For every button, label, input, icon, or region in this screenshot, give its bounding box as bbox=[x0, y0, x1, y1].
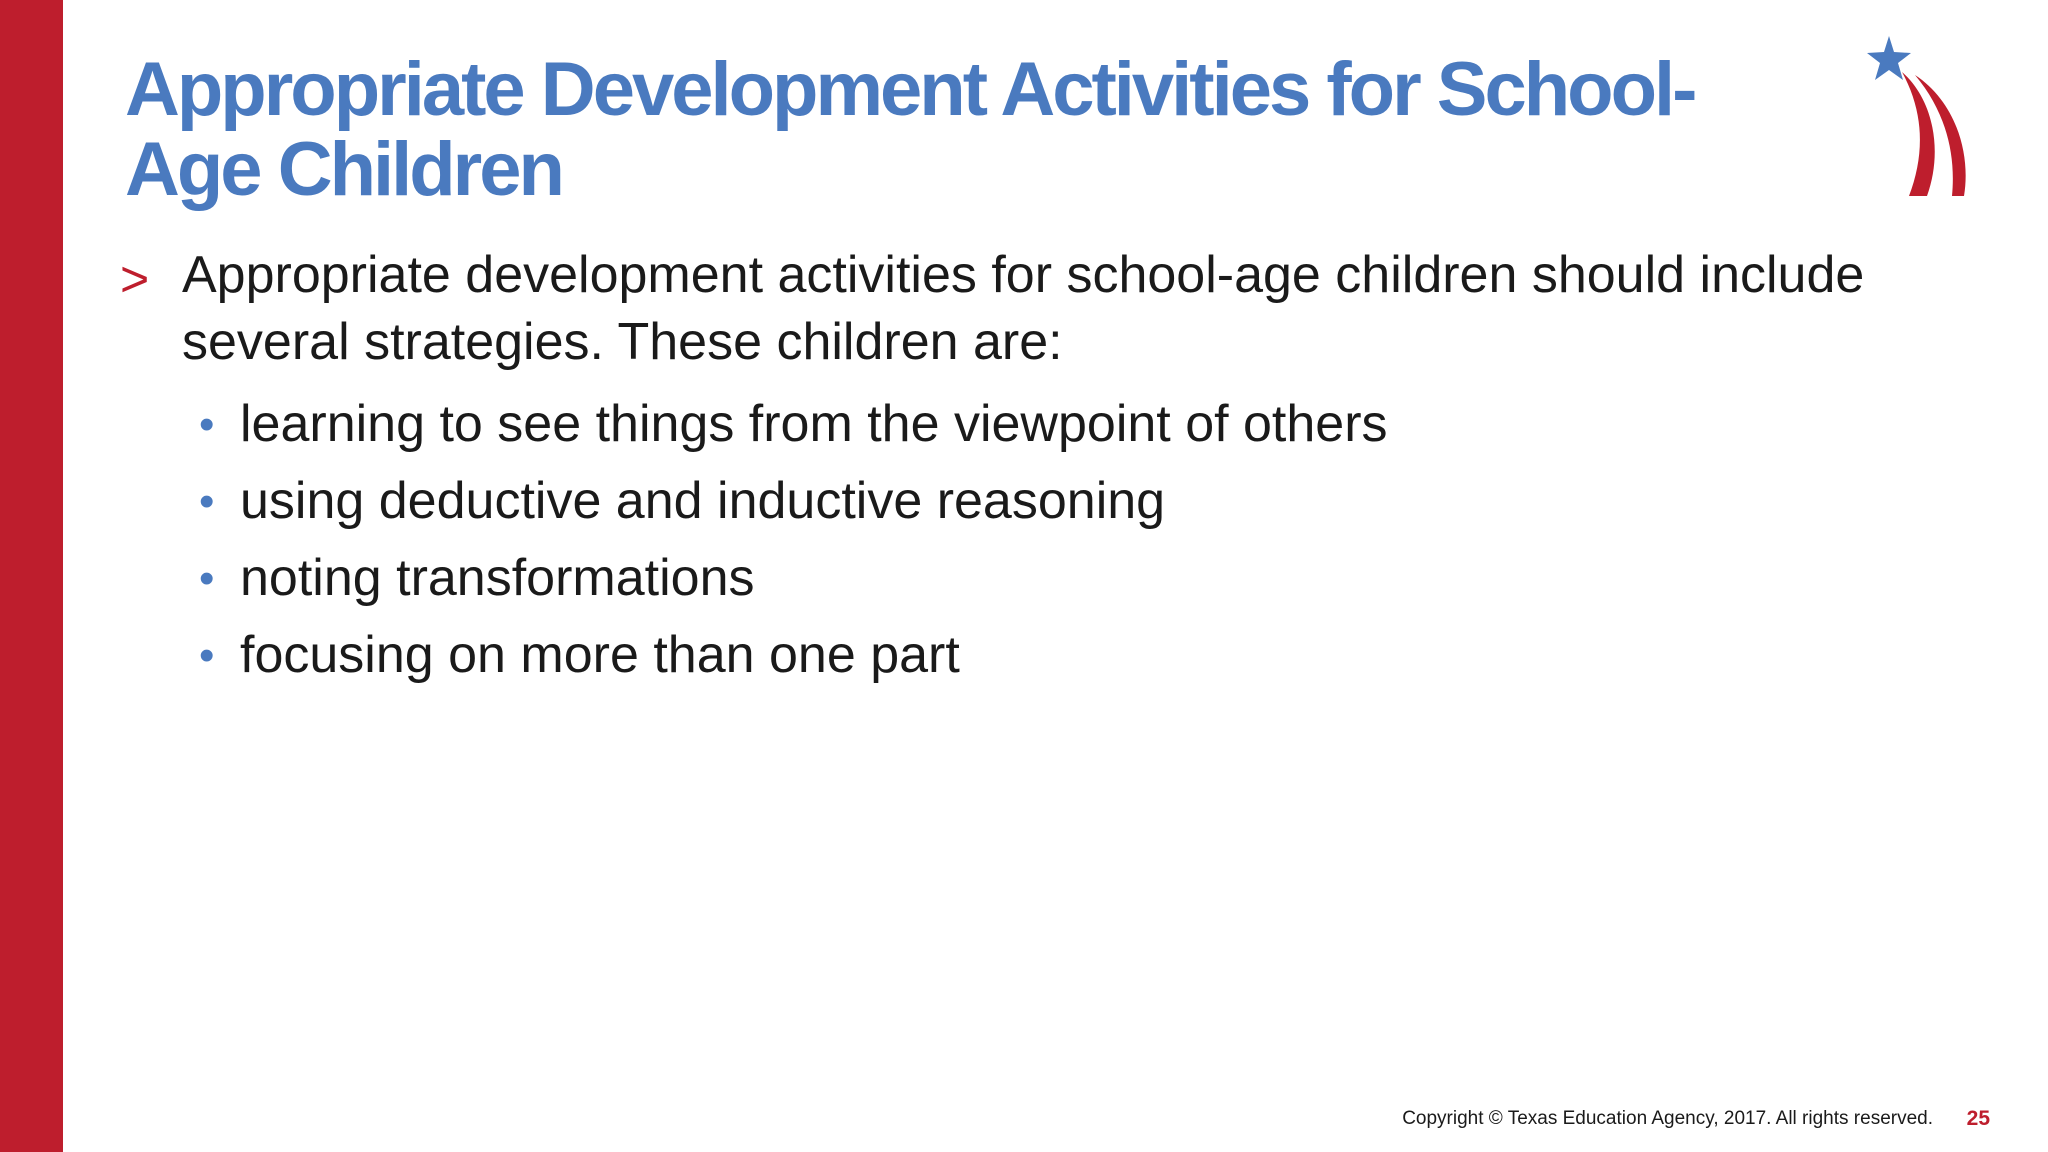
sub-bullet-item bbox=[120, 540, 2010, 617]
main-bullet bbox=[120, 242, 2010, 376]
sub-bullet-item bbox=[120, 617, 2010, 694]
logo-star-icon bbox=[1867, 36, 1911, 80]
sub-bullet-text: using deductive and inductive reasoning bbox=[240, 472, 1166, 530]
sub-bullet-list bbox=[120, 386, 2010, 694]
sub-bullet-item bbox=[120, 463, 2010, 540]
sub-bullet-text: learning to see things from the viewpoint of others bbox=[240, 395, 1388, 453]
sub-bullet-item bbox=[120, 386, 2010, 463]
star-swoosh-logo-icon bbox=[1850, 30, 2000, 202]
chevron-right-icon: > bbox=[120, 251, 150, 307]
page-number: 25 bbox=[1966, 1107, 1990, 1130]
bullet-dot-icon: • bbox=[199, 631, 215, 680]
sub-bullet-text: focusing on more than one part bbox=[240, 626, 960, 684]
bullet-dot-icon: • bbox=[199, 554, 215, 603]
bullet-dot-icon: • bbox=[199, 477, 215, 526]
copyright-notice: Copyright © Texas Education Agency, 2017. All rights reserved. bbox=[1402, 1108, 1933, 1129]
bullet-dot-icon: • bbox=[199, 400, 215, 449]
left-accent-bar bbox=[0, 0, 63, 1152]
slide-content bbox=[120, 242, 2010, 694]
sub-bullet-text: noting transformations bbox=[240, 549, 755, 607]
slide-title: Appropriate Development Activities for School-Age Children bbox=[125, 47, 1695, 212]
main-bullet-text: Appropriate development activities for school-age children should include several strategies. These children are: bbox=[182, 246, 1865, 371]
